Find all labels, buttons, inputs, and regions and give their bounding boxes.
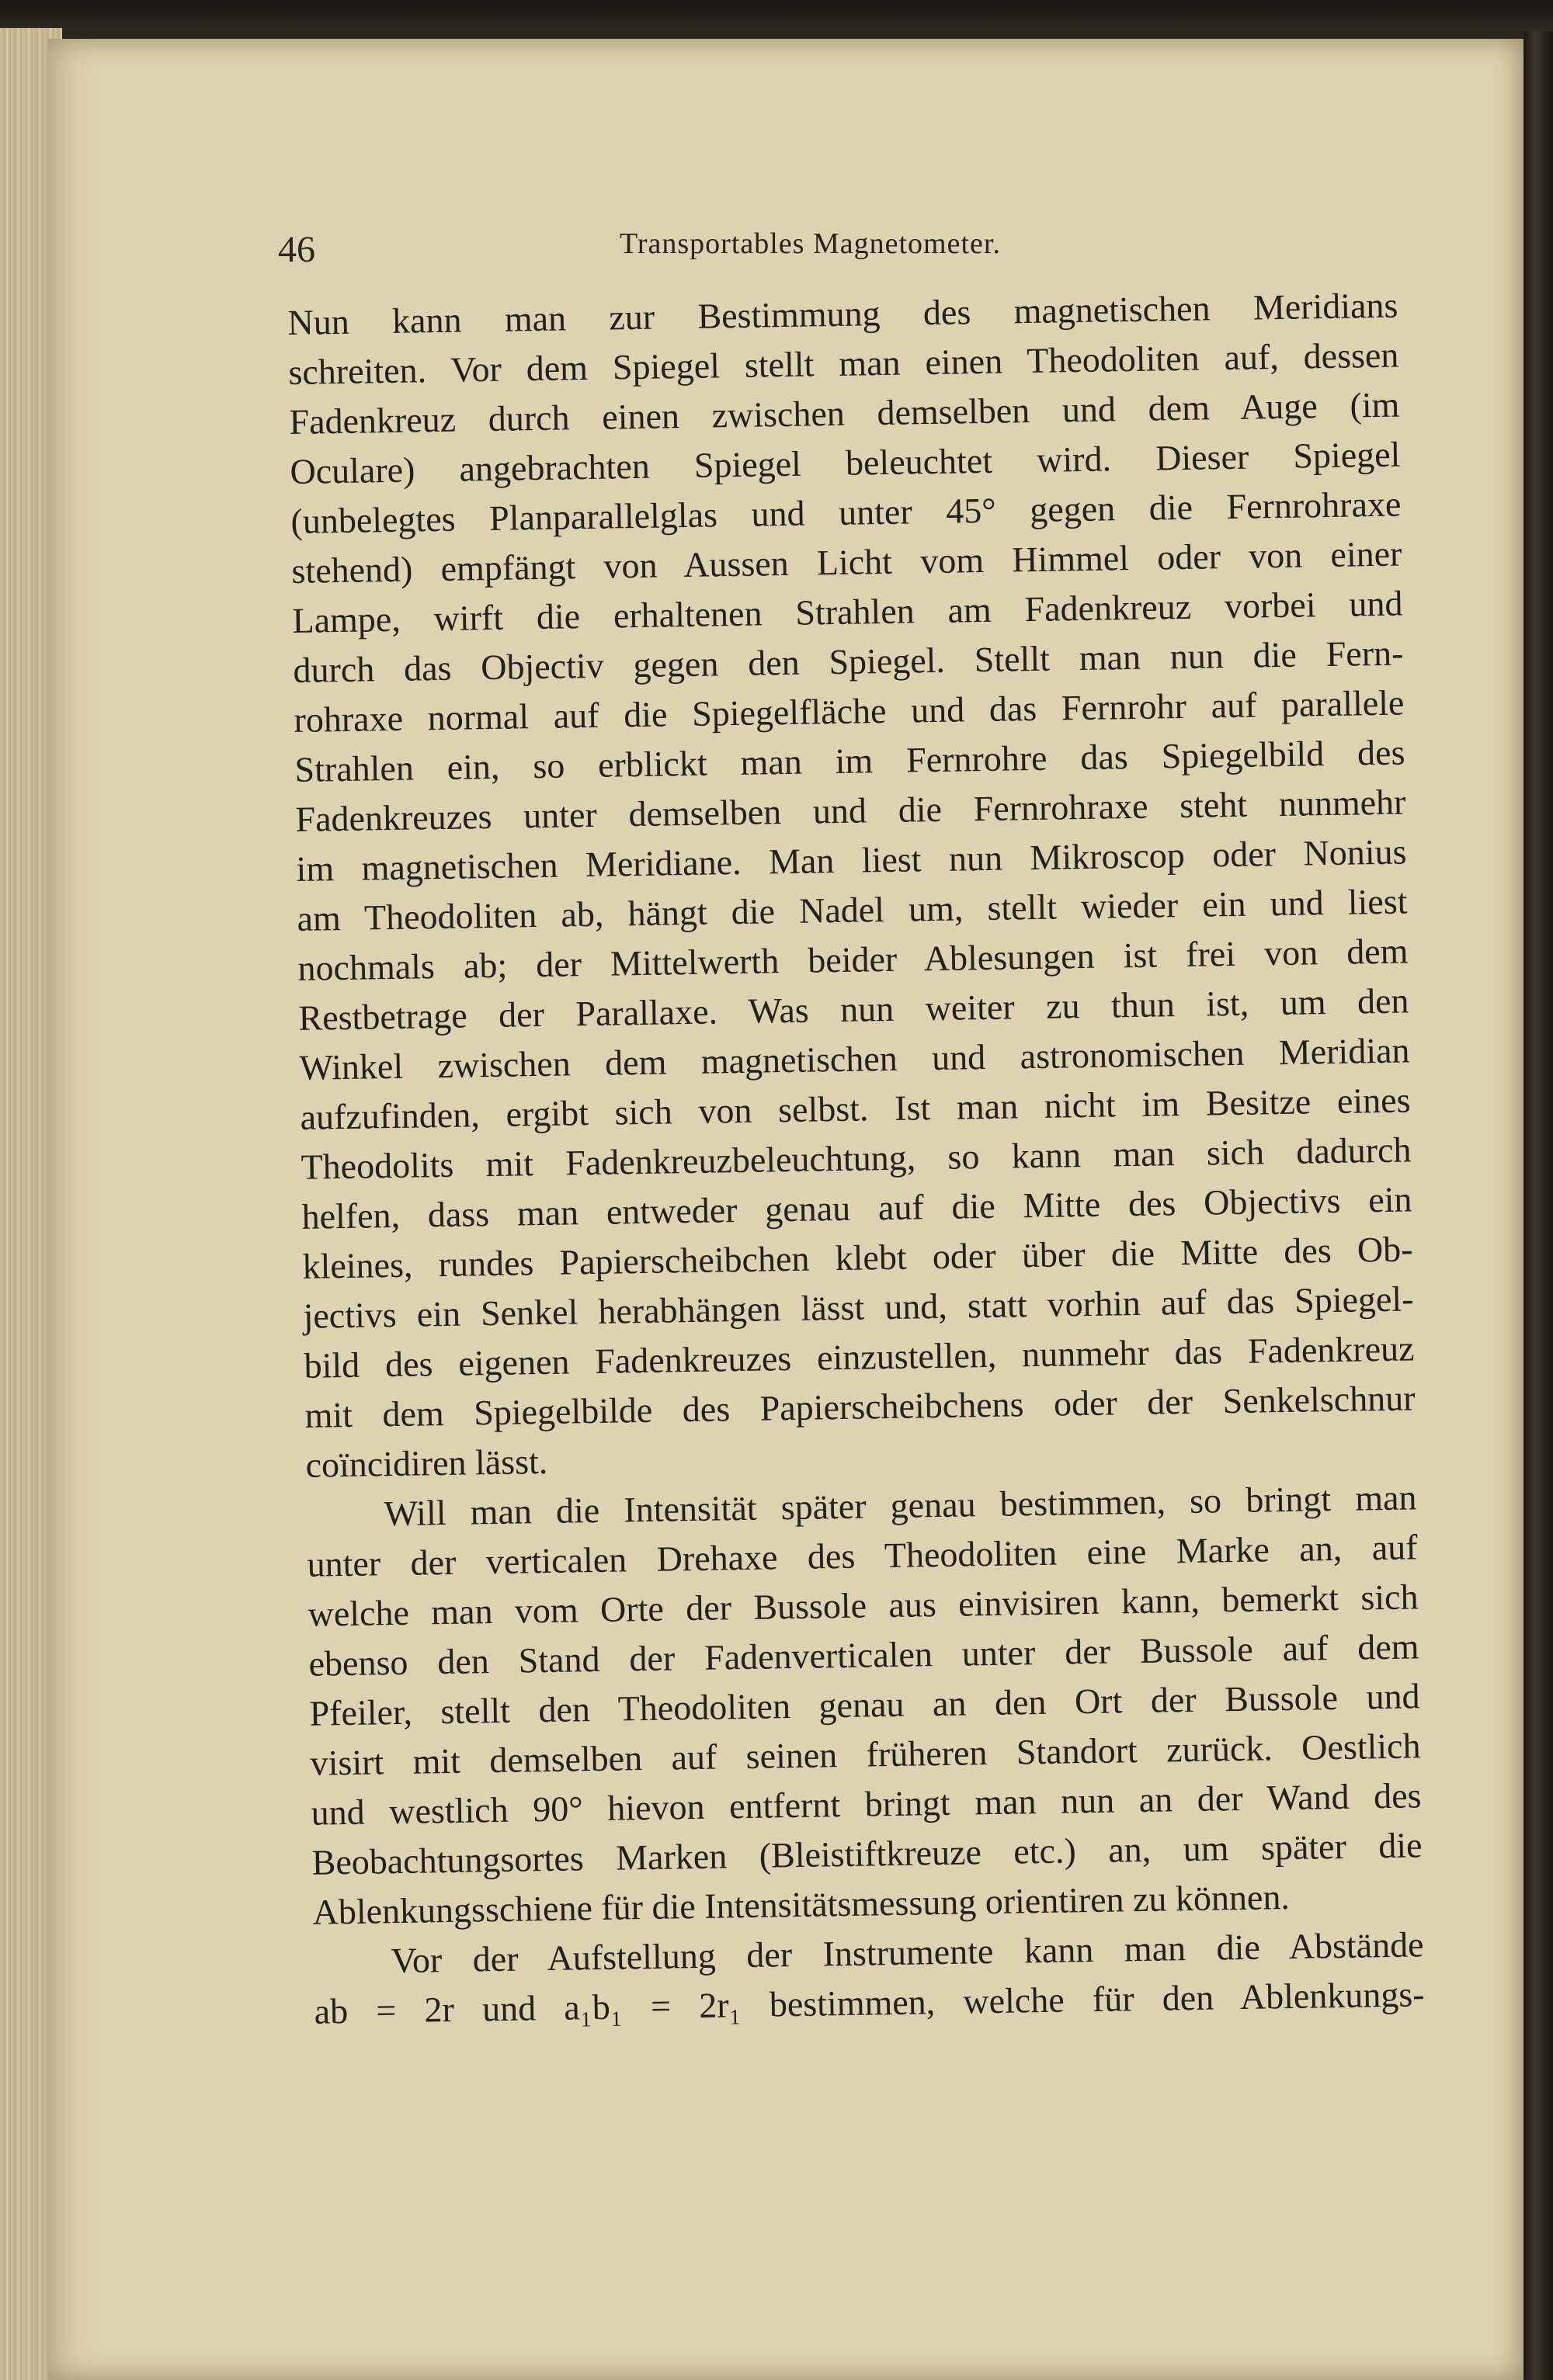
text-line: welche man vom Orte der Bussole aus einvisiren kann, bemerkt sich — [307, 1577, 1419, 1634]
paragraph-2 — [306, 1473, 1423, 1937]
text-line: Restbetrage der Parallaxe. Was nun weiter zu thun ist, um den — [298, 980, 1409, 1038]
text-line: am Theodoliten ab, hängt die Nadel um, stellt wieder ein und liest — [297, 881, 1408, 938]
running-title: Transportables Magnetometer. — [620, 227, 1001, 260]
paragraph-1 — [287, 281, 1416, 1490]
text-line: kleines, rundes Papierscheibchen klebt oder über die Mitte des Ob- — [302, 1229, 1413, 1286]
scanner-right-edge — [1523, 31, 1553, 2380]
text-line: jectivs ein Senkel herabhängen lässt und, statt vorhin auf das Spiegel- — [303, 1278, 1414, 1336]
text-line: Beobachtungsortes Marken (Bleistiftkreuze etc.) an, um später die — [311, 1825, 1423, 1882]
text-line: Fadenkreuzes unter demselben und die Fernrohraxe steht nunmehr — [295, 782, 1406, 839]
text-line: stehend) empfängt von Aussen Licht vom Himmel oder von einer — [291, 533, 1402, 591]
text-line: Will man die Intensität später genau bestimmen, so bringt man — [384, 1477, 1417, 1534]
text-line: nochmals ab; der Mittelwerth beider Ablesungen ist frei von dem — [297, 931, 1409, 988]
text-line: und westlich 90° hievon entfernt bringt man nun an der Wand des — [311, 1775, 1422, 1833]
text-line: ab = 2r und a₁b₁ = 2r₁ bestimmen, welche für den Ablenkungs- — [314, 1974, 1425, 2031]
text-line: visirt mit demselben auf seinen früheren Standort zurück. Oestlich — [310, 1726, 1421, 1783]
paragraph-3 — [313, 1920, 1425, 2036]
body-text — [287, 281, 1425, 2037]
text-line: rohraxe normal auf die Spiegelfläche und das Fernrohr auf parallele — [294, 682, 1405, 740]
text-line: Strahlen ein, so erblickt man im Fernrohre das Spiegelbild des — [294, 732, 1405, 789]
text-line: Nun kann man zur Bestimmung des magnetischen Meridians — [287, 285, 1398, 342]
text-line: Ablenkungsschiene für die Intensitätsmessung orientiren zu können. — [312, 1876, 1291, 1932]
text-line: bild des eigenen Fadenkreuzes einzustellen, nunmehr das Fadenkreuz — [304, 1328, 1415, 1386]
text-line: aufzufinden, ergibt sich von selbst. Ist man nicht im Besitze eines — [300, 1080, 1411, 1137]
page-number: 46 — [278, 229, 315, 270]
text-line: schreiten. Vor dem Spiegel stellt man einen Theodoliten auf, dessen — [288, 335, 1399, 392]
text-line: Pfeiler, stellt den Theodoliten genau an den Ort der Bussole und — [309, 1676, 1420, 1733]
text-line: (unbelegtes Planparallelglas und unter 45° gegen die Fernrohraxe — [290, 484, 1402, 541]
text-line: Oculare) angebrachten Spiegel beleuchtet wird. Dieser Spiegel — [290, 434, 1401, 491]
text-line: Lampe, wirft die erhaltenen Strahlen am Fadenkreuz vorbei und — [292, 583, 1403, 640]
text-line: Fadenkreuz durch einen zwischen demselben und dem Auge (im — [289, 384, 1400, 442]
text-line: Vor der Aufstellung der Instrumente kann man die Abstände — [391, 1924, 1424, 1981]
text-line: durch das Objectiv gegen den Spiegel. Stellt man nun die Fern- — [293, 633, 1404, 690]
text-line: coïncidiren lässt. — [305, 1441, 548, 1485]
text-line: im magnetischen Meridiane. Man liest nun Mikroscop oder Nonius — [296, 831, 1407, 889]
text-line: Winkel zwischen dem magnetischen und astronomischen Meridian — [299, 1030, 1410, 1088]
text-line: ebenso den Stand der Fadenverticalen unter der Bussole auf dem — [308, 1626, 1419, 1684]
text-line: mit dem Spiegelbilde des Papierscheibchens oder der Senkelschnur — [304, 1378, 1416, 1435]
page-header — [278, 219, 1396, 270]
text-line: unter der verticalen Drehaxe des Theodoliten eine Marke an, auf — [307, 1527, 1418, 1584]
text-line: helfen, dass man entweder genau auf die Mitte des Objectivs ein — [301, 1179, 1412, 1237]
text-line: Theodolits mit Fadenkreuzbeleuchtung, so kann man sich dadurch — [301, 1129, 1412, 1187]
scanner-top-edge — [0, 0, 1553, 31]
